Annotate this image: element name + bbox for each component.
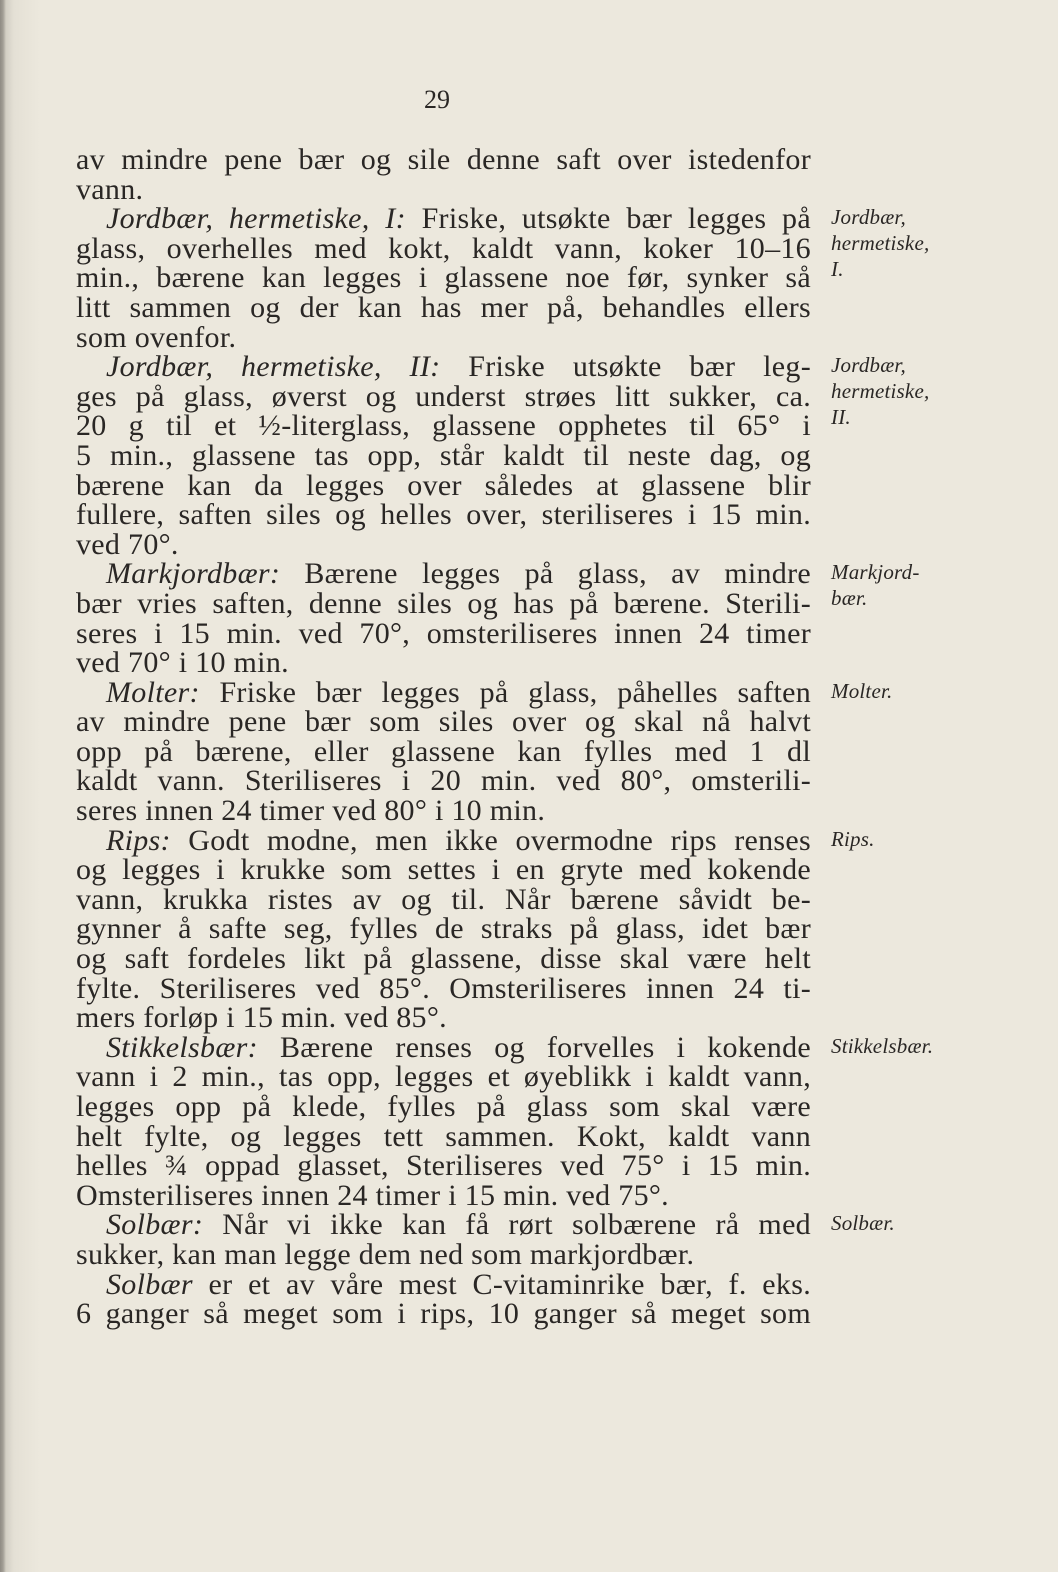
body-line <box>76 675 893 709</box>
body-line: som ovenfor. <box>76 320 237 354</box>
body-line: fullere, saften siles og helles over, steriliseres i 15 min. <box>76 498 811 532</box>
margin-note <box>831 204 929 282</box>
body-line: bærene kan da legges over således at glassene blir <box>76 468 811 502</box>
body-line <box>76 1030 934 1064</box>
body-line: helles ¾ oppad glasset, Steriliseres ved 75° i 15 min. <box>76 1149 811 1183</box>
body-line: seres i 15 min. ved 70°, omsteriliseres innen 24 timer <box>76 616 811 650</box>
body-line: glass, overhelles med kokt, kaldt vann, koker 10–16 <box>76 231 811 265</box>
entry-heading: Jordbær, hermetiske, I: <box>106 202 406 236</box>
entry-heading: Jordbær, hermetiske, II: <box>106 350 441 384</box>
margin-note-line: Rips. <box>831 826 875 851</box>
body-line: litt sammen og der kan has mer på, behandles ellers <box>76 290 811 324</box>
body-line: sukker, kan man legge dem ned som markjordbær. <box>76 1237 695 1271</box>
margin-note <box>831 1210 895 1236</box>
entry-heading: Rips: <box>106 823 171 857</box>
body-line: 6 ganger så meget som i rips, 10 ganger så meget som <box>76 1297 811 1331</box>
body-line: og saft fordeles likt på glassene, disse skal være helt <box>76 942 811 976</box>
entry-heading: Stikkelsbær: <box>106 1030 258 1064</box>
body-line: ved 70° i 10 min. <box>76 646 289 680</box>
body-line: vann, krukka ristes av og til. Når bærene såvidt be- <box>76 882 811 916</box>
body-line: kaldt vann. Steriliseres i 20 min. ved 80°, omsterili- <box>76 764 811 798</box>
line-text: Friske bær legges på glass, påhelles saften <box>219 675 811 709</box>
body-line: seres innen 24 timer ved 80° i 10 min. <box>76 794 546 828</box>
margin-note-line: hermetiske, <box>831 231 930 256</box>
body-line: min., bærene kan legges i glassene noe før, synker så <box>76 261 811 295</box>
body-line: mers forløp i 15 min. ved 85°. <box>76 1001 447 1035</box>
margin-note-line: Solbær. <box>831 1211 895 1236</box>
body-line: av mindre pene bær og sile denne saft over istedenfor <box>76 143 811 176</box>
entry-heading: Solbær <box>106 1267 193 1301</box>
line-text: Godt modne, men ikke overmodne rips renses <box>188 823 811 857</box>
body-line: legges opp på klede, fylles på glass som skal være <box>76 1090 811 1123</box>
margin-note-line: hermetiske, <box>831 379 930 404</box>
body-line: gynner å safte seg, fylles de straks på glass, idet bær <box>76 912 811 946</box>
line-text: Friske utsøkte bær leg- <box>468 350 811 384</box>
text-block <box>76 143 934 1331</box>
line-text: Bærene legges på glass, av mindre <box>304 557 811 591</box>
body-line: vann. <box>76 172 144 206</box>
body-line: ges på glass, øverst og underst strøes litt sukker, ca. <box>76 379 811 413</box>
margin-note <box>831 678 892 704</box>
body-line: helt fylte, og legges tett sammen. Kokt, kaldt vann <box>76 1119 811 1153</box>
margin-note-line: Molter. <box>831 678 893 703</box>
body-line: vann i 2 min., tas opp, legges et øyeblikk i kaldt vann, <box>76 1060 811 1094</box>
body-line <box>76 823 875 857</box>
body-line: 20 g til et ½-literglass, glassene opphetes til 65° i <box>76 409 811 443</box>
line-text: er et av våre mest C-vitaminrike bær, f. eks. <box>208 1267 811 1301</box>
margin-note-line: Jordbær, <box>831 353 906 378</box>
margin-note-line: II. <box>831 405 851 430</box>
margin-note-line: Markjord- <box>831 560 920 585</box>
entry-heading: Molter: <box>106 675 200 709</box>
body-line: opp på bærene, eller glassene kan fylles med 1 dl <box>76 734 811 768</box>
page-number: 29 <box>424 85 450 114</box>
margin-note <box>831 559 920 611</box>
body-line: og legges i krukke som settes i en gryte med kokende <box>76 853 811 887</box>
margin-note <box>831 352 929 430</box>
margin-note <box>831 826 875 852</box>
line-text: Når vi ikke kan få rørt solbærene rå med <box>222 1208 811 1242</box>
body-line: ved 70°. <box>76 527 179 561</box>
entry-heading: Solbær: <box>106 1208 204 1242</box>
line-text: Bærene renses og forvelles i kokende <box>279 1030 811 1064</box>
body-line <box>76 1208 895 1242</box>
margin-note-line: bær. <box>831 586 868 611</box>
entry-heading: Markjordbær: <box>106 557 281 591</box>
body-line <box>76 1267 811 1301</box>
margin-note <box>831 1033 933 1059</box>
body-line: Omsteriliseres innen 24 timer i 15 min. ved 75°. <box>76 1178 669 1212</box>
body-line: av mindre pene bær som siles over og skal nå halvt <box>76 705 811 739</box>
margin-note-line: Stikkelsbær. <box>831 1033 934 1058</box>
body-line: bær vries saften, denne siles og has på bærene. Sterili- <box>76 586 811 620</box>
body-line: fylte. Steriliseres ved 85°. Omsteriliseres innen 24 ti- <box>76 971 811 1005</box>
margin-note-line: Jordbær, <box>831 205 906 230</box>
body-line: 5 min., glassene tas opp, står kaldt til neste dag, og <box>76 438 811 472</box>
line-text: Friske, utsøkte bær legges på <box>421 202 811 236</box>
margin-note-line: I. <box>831 257 844 282</box>
